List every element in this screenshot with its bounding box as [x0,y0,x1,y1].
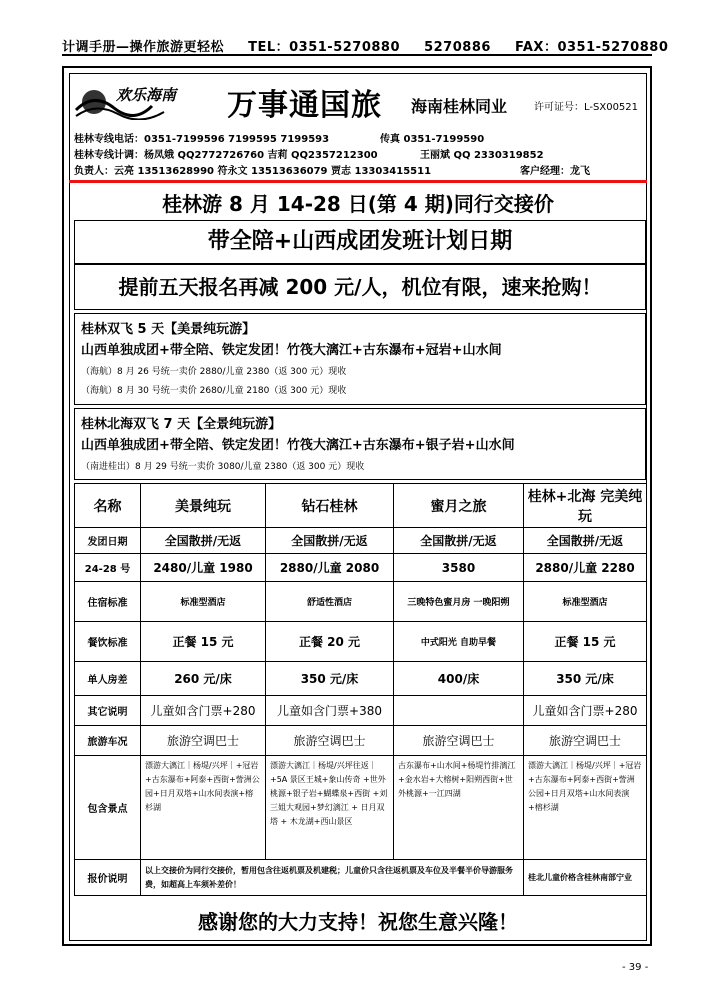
table-row [75,528,647,554]
table-cell: 钻石桂林 [266,484,394,528]
contact-planners: 桂林专线计调：杨凤娥 QQ2772726760 吉莉 QQ2357212300 [74,150,378,161]
fax-label: FAX： [514,40,558,55]
table-cell: 标准型酒店 [141,582,266,622]
table-row [75,860,647,896]
brand-name: 万事通国旅 [227,88,382,123]
table-row [75,582,647,622]
header-rule [62,54,652,56]
table-row [75,726,647,756]
table-cell: 标准型酒店 [524,582,647,622]
page-number: - 39 - [622,962,649,973]
table-cell: 旅游车况 [75,726,141,756]
contact-line-1 [74,130,485,145]
red-divider [69,180,647,183]
table-row [75,622,647,662]
table-row [75,662,647,696]
table-cell: 旅游空调巴士 [141,726,266,756]
table-cell: 桂林+北海 完美纯玩 [524,484,647,528]
tel-number-1: 0351-5270880 [289,40,401,55]
table-cell: 漂游大漓江｜杨堤/兴坪｜+冠岩+古东瀑布+阿泰+西街+訾洲公园+日月双塔+山水间表演+榕杉湖 [524,756,647,860]
header-slogan: 计调手册—操作旅游更轻松 [62,40,225,55]
route-price: （南进桂出）8 月 29 号统一卖价 3080/儿童 2380（返 300 元）现收 [81,462,365,472]
table-cell: 24-28 号 [75,554,141,582]
contact-planner-3: 王丽斌 QQ 2330319852 [420,150,544,161]
contact-managers: 负责人：云亮 13513628990 符永文 13513636079 贾志 13303415511 [74,166,432,177]
table-cell: 400/床 [394,662,524,696]
table-row [75,484,647,528]
route-price: （海航）8 月 26 号统一卖价 2880/儿童 2380（返 300 元）现收 [81,367,347,377]
table-cell: 漂游大漓江｜杨堤/兴坪往返｜+5A 景区王城+象山传奇 +世外桃源+银子岩+蝴蝶泉+西街 +刘三姐大观园+梦幻漓江 + 日月双塔 + 木龙湖+西山景区 [266,756,394,860]
table-cell: 全国散拼/无返 [524,528,647,554]
table-cell: 正餐 20 元 [266,622,394,662]
table-cell: 儿童如含门票+280 [524,696,647,726]
logo-icon [74,80,224,120]
table-cell: 住宿标准 [75,582,141,622]
table-cell: 舒适性酒店 [266,582,394,622]
route-price: （海航）8 月 30 号统一卖价 2680/儿童 2180（返 300 元）现收 [81,386,347,396]
contact-phone: 桂林专线电话：0351-7199596 7199595 7199593 [74,134,330,145]
table-cell: 餐饮标准 [75,622,141,662]
package-table [74,483,647,896]
table-row [75,756,647,860]
table-cell: 古东瀑布+山水间+杨堤竹排漓江 +金水岩+大榕树+阳朔西街+世外桃源+一江四湖 [394,756,524,860]
table-cell: 儿童如含门票+380 [266,696,394,726]
table-cell: 中式阳光 自助早餐 [394,622,524,662]
route-desc: 山西单独成团+带全陪、铁定发团！竹筏大漓江+古东瀑布+银子岩+山水间 [81,438,515,453]
contact-line-2 [74,146,544,161]
route-desc: 山西单独成团+带全陪、铁定发团！竹筏大漓江+古东瀑布+冠岩+山水间 [81,343,502,358]
fax-number: 0351-5270880 [557,40,669,55]
table-cell: 260 元/床 [141,662,266,696]
table-row [75,554,647,582]
table-cell: 漂游大漓江｜杨堤/兴坪｜+冠岩+古东瀑布+阿泰+西街+訾洲公园+日月双塔+山水间表演+榕杉湖 [141,756,266,860]
license-number: 许可证号：L-SX00521 [534,102,639,113]
tel-label: TEL： [248,40,290,55]
table-cell: 其它说明 [75,696,141,726]
page-header [62,36,669,55]
table-row [75,696,647,726]
page-title: 桂林游 8 月 14-28 日(第 4 期)同行交接价 [162,192,554,216]
table-cell: 报价说明 [75,860,141,896]
table-cell: 旅游空调巴士 [394,726,524,756]
route-title: 桂林北海双飞 7 天【全景纯玩游】 [81,417,282,432]
table-cell: 3580 [394,554,524,582]
contact-account-manager: 客户经理：龙飞 [520,166,590,177]
route-guilin-beihai-7day [74,408,646,480]
table-cell: 儿童如含门票+280 [141,696,266,726]
route-guilin-5day [74,313,646,405]
table-cell: 桂北儿童价格含桂林南部宁业 [524,860,647,896]
table-cell: 以上交接价为同行交接价，暂用包含往返机票及机建税；儿童价只含往返机票及车位及半餐半价导游服务费，如超高上车须补差价！ [141,860,524,896]
banner-discount: 提前五天报名再减 200 元/人，机位有限，速来抢购！ [74,264,646,310]
banner-plan: 带全陪+山西成团发班计划日期 [74,220,646,264]
table-cell [394,696,524,726]
table-cell: 单人房差 [75,662,141,696]
table-cell: 蜜月之旅 [394,484,524,528]
table-cell: 正餐 15 元 [524,622,647,662]
table-cell: 全国散拼/无返 [266,528,394,554]
table-cell: 全国散拼/无返 [394,528,524,554]
table-cell: 350 元/床 [524,662,647,696]
route-title: 桂林双飞 5 天【美景纯玩游】 [81,322,256,337]
table-cell: 三晚特色蜜月房 一晚阳朔 [394,582,524,622]
brand-sub: 海南桂林同业 [411,97,508,116]
table-cell: 2880/儿童 2080 [266,554,394,582]
table-cell: 包含景点 [75,756,141,860]
table-cell: 发团日期 [75,528,141,554]
table-cell: 2880/儿童 2280 [524,554,647,582]
table-cell: 名称 [75,484,141,528]
table-cell: 2480/儿童 1980 [141,554,266,582]
logo-text: 欢乐海南 [116,86,177,104]
table-cell: 旅游空调巴士 [524,726,647,756]
contact-line-3 [74,162,590,177]
table-cell: 正餐 15 元 [141,622,266,662]
table-cell: 350 元/床 [266,662,394,696]
tel-number-2: 5270886 [424,40,491,55]
table-cell: 旅游空调巴士 [266,726,394,756]
thanks-message: 感谢您的大力支持！祝您生意兴隆！ [198,910,518,934]
contact-fax: 传真 0351-7199590 [380,134,485,145]
table-cell: 美景纯玩 [141,484,266,528]
table-cell: 全国散拼/无返 [141,528,266,554]
